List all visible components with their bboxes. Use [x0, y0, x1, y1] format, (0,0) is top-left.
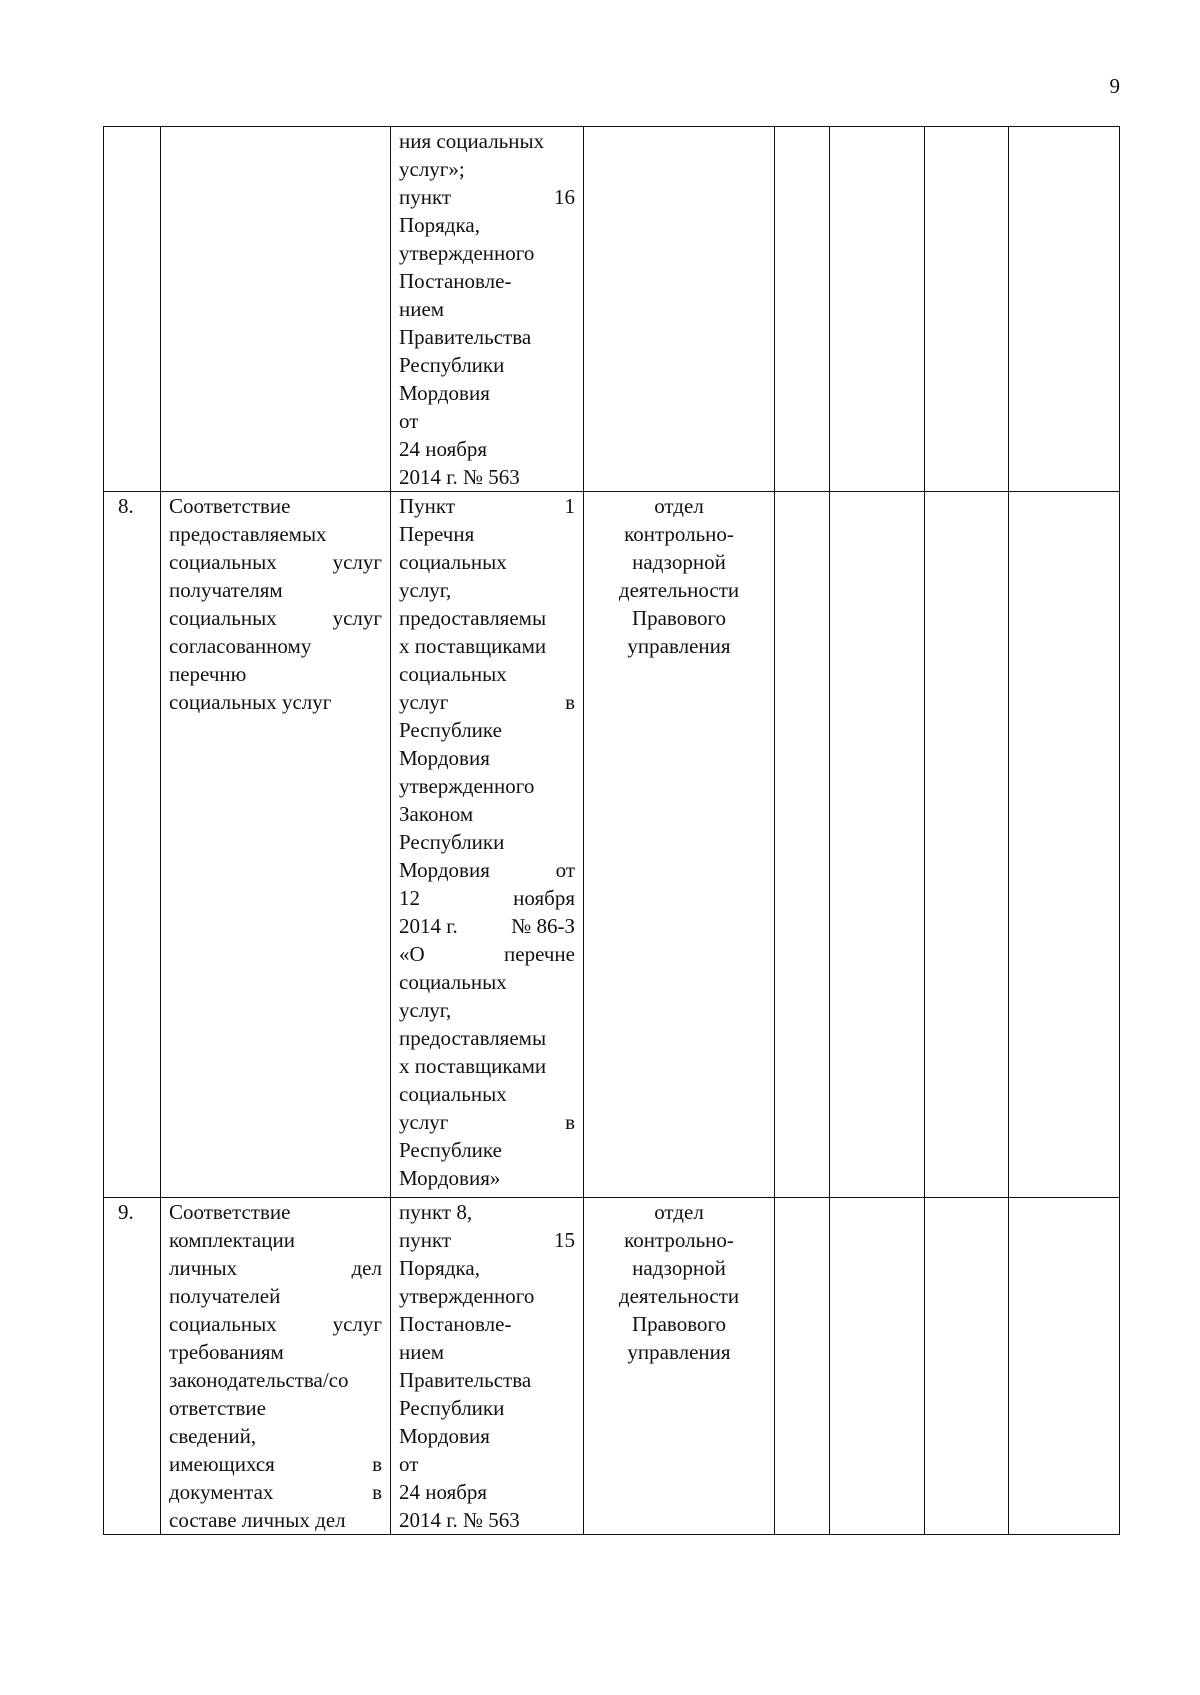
cell-line: 24 ноября [399, 1480, 488, 1504]
cell-line: Соответствие [169, 494, 291, 518]
cell-line: социальных [399, 550, 507, 574]
cell-word: социальных [169, 606, 277, 630]
cell-line: составе личных дел [169, 1508, 346, 1532]
empty-cell [1009, 127, 1120, 492]
cell-line: Порядка, [399, 213, 480, 237]
cell-line: социальных [399, 970, 507, 994]
row-number-cell [104, 1198, 161, 1535]
cell-word: от [555, 858, 575, 882]
empty-cell [1009, 492, 1120, 1198]
cell-line: утвержденного [399, 1284, 535, 1308]
cell-word: в [372, 1480, 382, 1504]
table-row [104, 127, 1120, 492]
cell-line: Законом [399, 802, 474, 826]
table-row [104, 492, 1120, 1198]
cell-word: в [565, 1110, 575, 1134]
requirement-cell [161, 492, 391, 1198]
cell-line [399, 1108, 575, 1136]
cell-line [399, 1226, 575, 1254]
cell-line: надзорной [632, 550, 726, 574]
empty-cell [1009, 1198, 1120, 1535]
cell-line: услуг, [399, 998, 452, 1022]
cell-line: х поставщиками [399, 1054, 547, 1078]
cell-word: личных [169, 1256, 238, 1280]
cell-word: услуг [332, 1312, 382, 1336]
cell-line: Правового [631, 606, 727, 630]
cell-line: Мордовия [399, 1424, 490, 1448]
cell-line: от [399, 1452, 419, 1476]
cell-line: Правового [631, 1312, 727, 1336]
cell-line [399, 856, 575, 884]
cell-line: отдел [654, 1200, 704, 1224]
cell-line: Республики [399, 353, 505, 377]
cell-word: 15 [554, 1228, 575, 1252]
cell-line: перечню [169, 662, 247, 686]
cell-line: сведений, [169, 1424, 257, 1448]
cell-line: утвержденного [399, 774, 535, 798]
cell-line: услуг, [399, 578, 452, 602]
table-row [104, 1198, 1120, 1535]
empty-cell [925, 1198, 1009, 1535]
cell-line: 24 ноября [399, 437, 488, 461]
cell-word: Мордовия [399, 858, 490, 882]
cell-word: документах [169, 1480, 274, 1504]
cell-line: управления [627, 634, 731, 658]
legal-basis-cell [391, 127, 584, 492]
cell-line: Республики [399, 1396, 505, 1420]
cell-line: Республике [399, 718, 502, 742]
cell-line [169, 1310, 382, 1338]
cell-line: утвержденного [399, 241, 535, 265]
requirement-cell [161, 1198, 391, 1535]
cell-line: контрольно- [624, 522, 734, 546]
empty-cell [775, 492, 830, 1198]
cell-line: от [399, 409, 419, 433]
empty-cell [775, 1198, 830, 1535]
cell-line: Мордовия» [399, 1166, 501, 1190]
cell-line: социальных [399, 1082, 507, 1106]
cell-line: деятельности [618, 578, 740, 602]
empty-cell [925, 127, 1009, 492]
cell-line: Соответствие [169, 1200, 291, 1224]
cell-word: социальных [169, 550, 277, 574]
cell-line [169, 548, 382, 576]
cell-word: дел [351, 1256, 382, 1280]
cell-line [399, 183, 575, 211]
cell-line: х поставщиками [399, 634, 547, 658]
cell-line: согласованному [169, 634, 312, 658]
cell-line [169, 1450, 382, 1478]
cell-line [169, 604, 382, 632]
cell-line: нием [399, 1340, 445, 1364]
cell-line [169, 1254, 382, 1282]
cell-word: 1 [564, 494, 575, 518]
cell-word: пункт [399, 1228, 452, 1252]
cell-word: 12 [399, 886, 420, 910]
cell-line: пункт 8, [399, 1200, 473, 1224]
cell-line: предоставляемых [169, 522, 327, 546]
cell-word: 16 [554, 185, 575, 209]
cell-line: услуг»; [399, 157, 465, 181]
cell-line: отдел [654, 494, 704, 518]
cell-word: перечне [504, 942, 575, 966]
page-number: 9 [1109, 74, 1120, 98]
cell-word: «О [399, 942, 425, 966]
cell-word: социальных [169, 1312, 277, 1336]
empty-cell [830, 127, 925, 492]
cell-word: услуг [399, 1110, 449, 1134]
responsible-cell [584, 127, 775, 492]
row-number-cell [104, 127, 161, 492]
cell-line: Перечня [399, 522, 475, 546]
cell-line: 2014 г. № 563 [399, 465, 520, 489]
row-number: 9. [118, 1200, 134, 1224]
cell-word: пункт [399, 185, 452, 209]
cell-word: услуг [332, 606, 382, 630]
row-number: 8. [118, 494, 134, 518]
cell-line: получателям [169, 578, 283, 602]
cell-line: Республики [399, 830, 505, 854]
responsible-cell [584, 1198, 775, 1535]
cell-line: комплектации [169, 1228, 295, 1252]
cell-line [169, 1478, 382, 1506]
cell-line: 2014 г. № 563 [399, 1508, 520, 1532]
cell-line: получателей [169, 1284, 281, 1308]
cell-word: имеющихся [169, 1452, 275, 1476]
cell-line: предоставляемы [399, 1026, 547, 1050]
cell-line: ния социальных [399, 129, 545, 153]
cell-line: законодательства/со [169, 1368, 349, 1392]
empty-cell [830, 1198, 925, 1535]
cell-line [399, 492, 575, 520]
cell-line: Правительства [399, 325, 532, 349]
cell-line: Постановле- [399, 269, 512, 293]
cell-line: контрольно- [624, 1228, 734, 1252]
cell-line: Правительства [399, 1368, 532, 1392]
cell-word: в [565, 690, 575, 714]
cell-line: социальных услуг [169, 690, 332, 714]
cell-line: Постановле- [399, 1312, 512, 1336]
row-number-cell [104, 492, 161, 1198]
cell-word: Пункт [399, 494, 456, 518]
cell-word: в [372, 1452, 382, 1476]
cell-word: ноября [513, 886, 575, 910]
empty-cell [925, 492, 1009, 1198]
cell-line: Мордовия [399, 381, 490, 405]
cell-word: № 86-З [511, 914, 575, 938]
cell-word: услуг [399, 690, 449, 714]
cell-line [399, 940, 575, 968]
cell-line: управления [627, 1340, 731, 1364]
cell-word: услуг [332, 550, 382, 574]
legal-basis-cell [391, 492, 584, 1198]
inspection-table [103, 126, 1120, 1535]
cell-line: предоставляемы [399, 606, 547, 630]
cell-line [399, 884, 575, 912]
cell-line [399, 688, 575, 716]
cell-line: надзорной [632, 1256, 726, 1280]
empty-cell [775, 127, 830, 492]
cell-line: нием [399, 297, 445, 321]
cell-line: требованиям [169, 1340, 284, 1364]
cell-line: ответствие [169, 1396, 266, 1420]
empty-cell [830, 492, 925, 1198]
legal-basis-cell [391, 1198, 584, 1535]
cell-word: 2014 г. [399, 914, 458, 938]
responsible-cell [584, 492, 775, 1198]
cell-line: деятельности [618, 1284, 740, 1308]
cell-line: социальных [399, 662, 507, 686]
cell-line [399, 912, 575, 940]
cell-line: Мордовия [399, 746, 490, 770]
cell-line: Республике [399, 1138, 502, 1162]
cell-line: Порядка, [399, 1256, 480, 1280]
requirement-cell [161, 127, 391, 492]
